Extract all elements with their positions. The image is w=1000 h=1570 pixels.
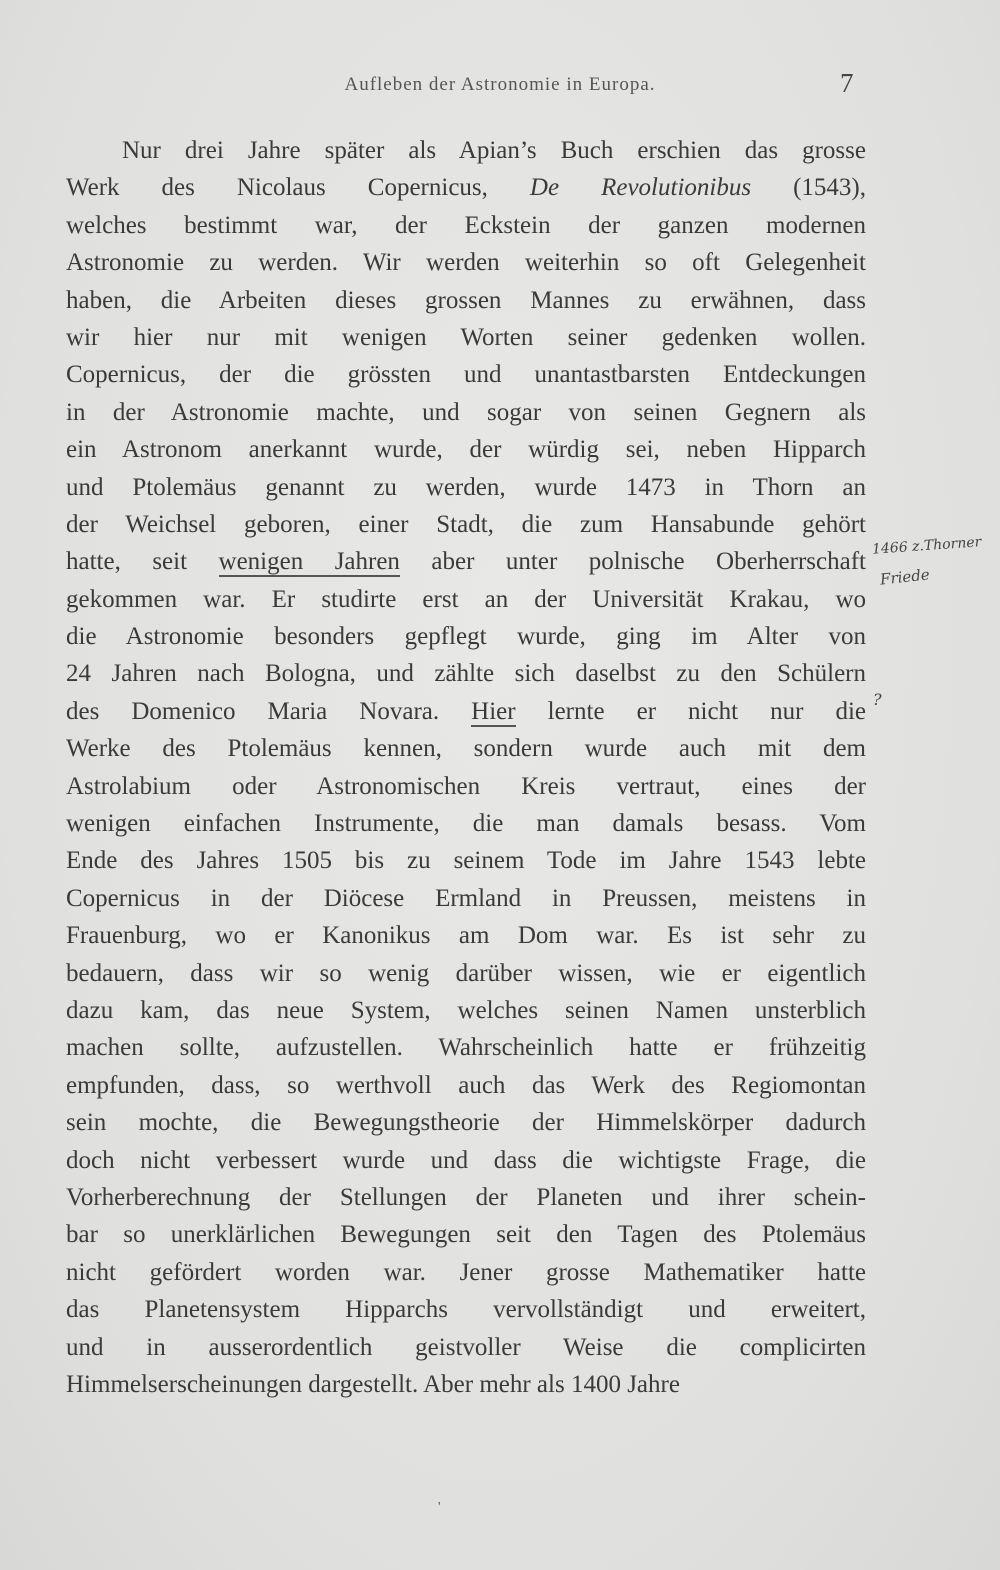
text-line [66, 581, 866, 618]
running-title: Aufleben der Astronomie in Europa. [344, 74, 656, 95]
text-span: des Domenico Maria Novara. [66, 697, 472, 725]
text-line [66, 1104, 866, 1141]
text-span: welches bestimmt war, der Eckstein der ganzen modernen [66, 211, 866, 239]
text-span: und Ptolemäus genannt zu werden, wurde 1473 in Thorn an [66, 473, 866, 501]
text-span: dazu kam, das neue System, welches seinen Namen unsterblich [66, 996, 866, 1024]
text-span: Himmelserscheinungen dargestellt. Aber mehr als 1400 Jahre [66, 1370, 680, 1398]
text-span: ein Astronom anerkannt wurde, der würdig sei, neben Hipparch [66, 436, 866, 464]
text-line [66, 1179, 866, 1216]
text-line [66, 730, 866, 767]
text-span: aber unter polnische Oberherrschaft [399, 548, 866, 576]
text-span: 24 Jahren nach Bologna, und zählte sich daselbst zu den Schülern [66, 660, 866, 688]
text-line [66, 655, 866, 692]
text-line [66, 992, 866, 1029]
italic-title: De Revolutionibus [529, 174, 752, 202]
text-span: Ende des Jahres 1505 bis zu seinem Tode im Jahre 1543 lebte [66, 847, 866, 875]
text-span: Vorherberechnung der Stellungen der Planeten und ihrer schein- [66, 1183, 866, 1211]
underlined-phrase: wenigen Jahren [218, 548, 400, 576]
text-span: Astronomie zu werden. Wir werden weiterhin so oft Gelegenheit [66, 249, 866, 277]
text-span: die Astronomie besonders gepflegt wurde, ging im Alter von [66, 623, 866, 651]
text-span: und in ausserordentlich geistvoller Weise die complicirten [66, 1333, 866, 1361]
text-line [66, 693, 866, 730]
text-span: Nur drei Jahre später als Apian’s Buch erschien das grosse [122, 137, 866, 164]
text-span: das Planetensystem Hipparchs vervollständigt und erweitert, [66, 1296, 866, 1324]
text-span: lernte er nicht nur die [515, 697, 866, 725]
text-span: Werk des Nicolaus Copernicus, [66, 174, 530, 202]
handwritten-margin-note: Friede [879, 565, 931, 589]
text-span: sein mochte, die Bewegungstheorie der Himmelskörper dadurch [66, 1109, 866, 1137]
text-span: haben, die Arbeiten dieses grossen Mannes zu erwähnen, dass [66, 286, 866, 314]
text-line [66, 1216, 866, 1253]
text-span: Werke des Ptolemäus kennen, sondern wurde auch mit dem [66, 735, 866, 763]
text-line [66, 1029, 866, 1066]
text-line [66, 469, 866, 506]
text-line [66, 319, 866, 356]
text-span: wir hier nur mit wenigen Worten seiner gedenken wollen. [66, 323, 866, 351]
text-span: doch nicht verbessert wurde und dass die wichtigste Frage, die [66, 1146, 866, 1174]
handwritten-question-mark: ? [873, 690, 882, 709]
text-span: Copernicus, der die grössten und unantastbarsten Entdeckungen [66, 361, 866, 389]
text-span: in der Astronomie machte, und sogar von seinen Gegnern als [66, 398, 866, 426]
text-line [66, 618, 866, 655]
text-span: Astrolabium oder Astronomischen Kreis vertraut, eines der [66, 772, 866, 800]
text-line [66, 207, 866, 244]
text-line [66, 1329, 866, 1366]
text-line [66, 1291, 866, 1328]
text-span: empfunden, dass, so werthvoll auch das Werk des Regiomontan [66, 1071, 866, 1099]
text-line [66, 1366, 866, 1403]
stray-ink-mark: ' [438, 1500, 441, 1515]
text-line [66, 431, 866, 468]
text-line [66, 394, 866, 431]
text-line [66, 506, 866, 543]
text-line [66, 1142, 866, 1179]
text-span: Copernicus in der Diöcese Ermland in Preussen, meistens in [66, 884, 866, 912]
text-line [66, 543, 866, 580]
text-span: Frauenburg, wo er Kanonikus am Dom war. Es ist sehr zu [66, 922, 866, 950]
text-span: wenigen einfachen Instrumente, die man damals besass. Vom [66, 810, 866, 838]
text-line [66, 917, 866, 954]
underlined-phrase: Hier [471, 697, 516, 725]
text-line [66, 768, 866, 805]
text-span: bar so unerklärlichen Bewegungen seit den Tagen des Ptolemäus [66, 1221, 866, 1249]
text-span: bedauern, dass wir so wenig darüber wissen, wie er eigentlich [66, 959, 866, 987]
text-span: hatte, seit [66, 548, 219, 576]
text-line [66, 356, 866, 393]
text-span: (1543), [751, 174, 866, 202]
text-line [66, 880, 866, 917]
text-line [66, 132, 866, 169]
text-line [66, 1254, 866, 1291]
text-span: der Weichsel geboren, einer Stadt, die zum Hansabunde gehört [66, 510, 866, 538]
body-text [66, 132, 866, 1403]
text-line [66, 244, 866, 281]
text-line [66, 805, 866, 842]
handwritten-margin-note: 1466 z.Thorner [871, 534, 982, 558]
text-line [66, 169, 866, 206]
text-line [66, 1067, 866, 1104]
page-number: 7 [840, 68, 854, 98]
text-span: gekommen war. Er studirte erst an der Universität Krakau, wo [66, 585, 866, 613]
text-line [66, 842, 866, 879]
text-span: nicht gefördert worden war. Jener grosse Mathematiker hatte [66, 1258, 866, 1286]
text-span: machen sollte, aufzustellen. Wahrscheinlich hatte er frühzeitig [66, 1034, 866, 1062]
text-line [66, 282, 866, 319]
text-line [66, 955, 866, 992]
